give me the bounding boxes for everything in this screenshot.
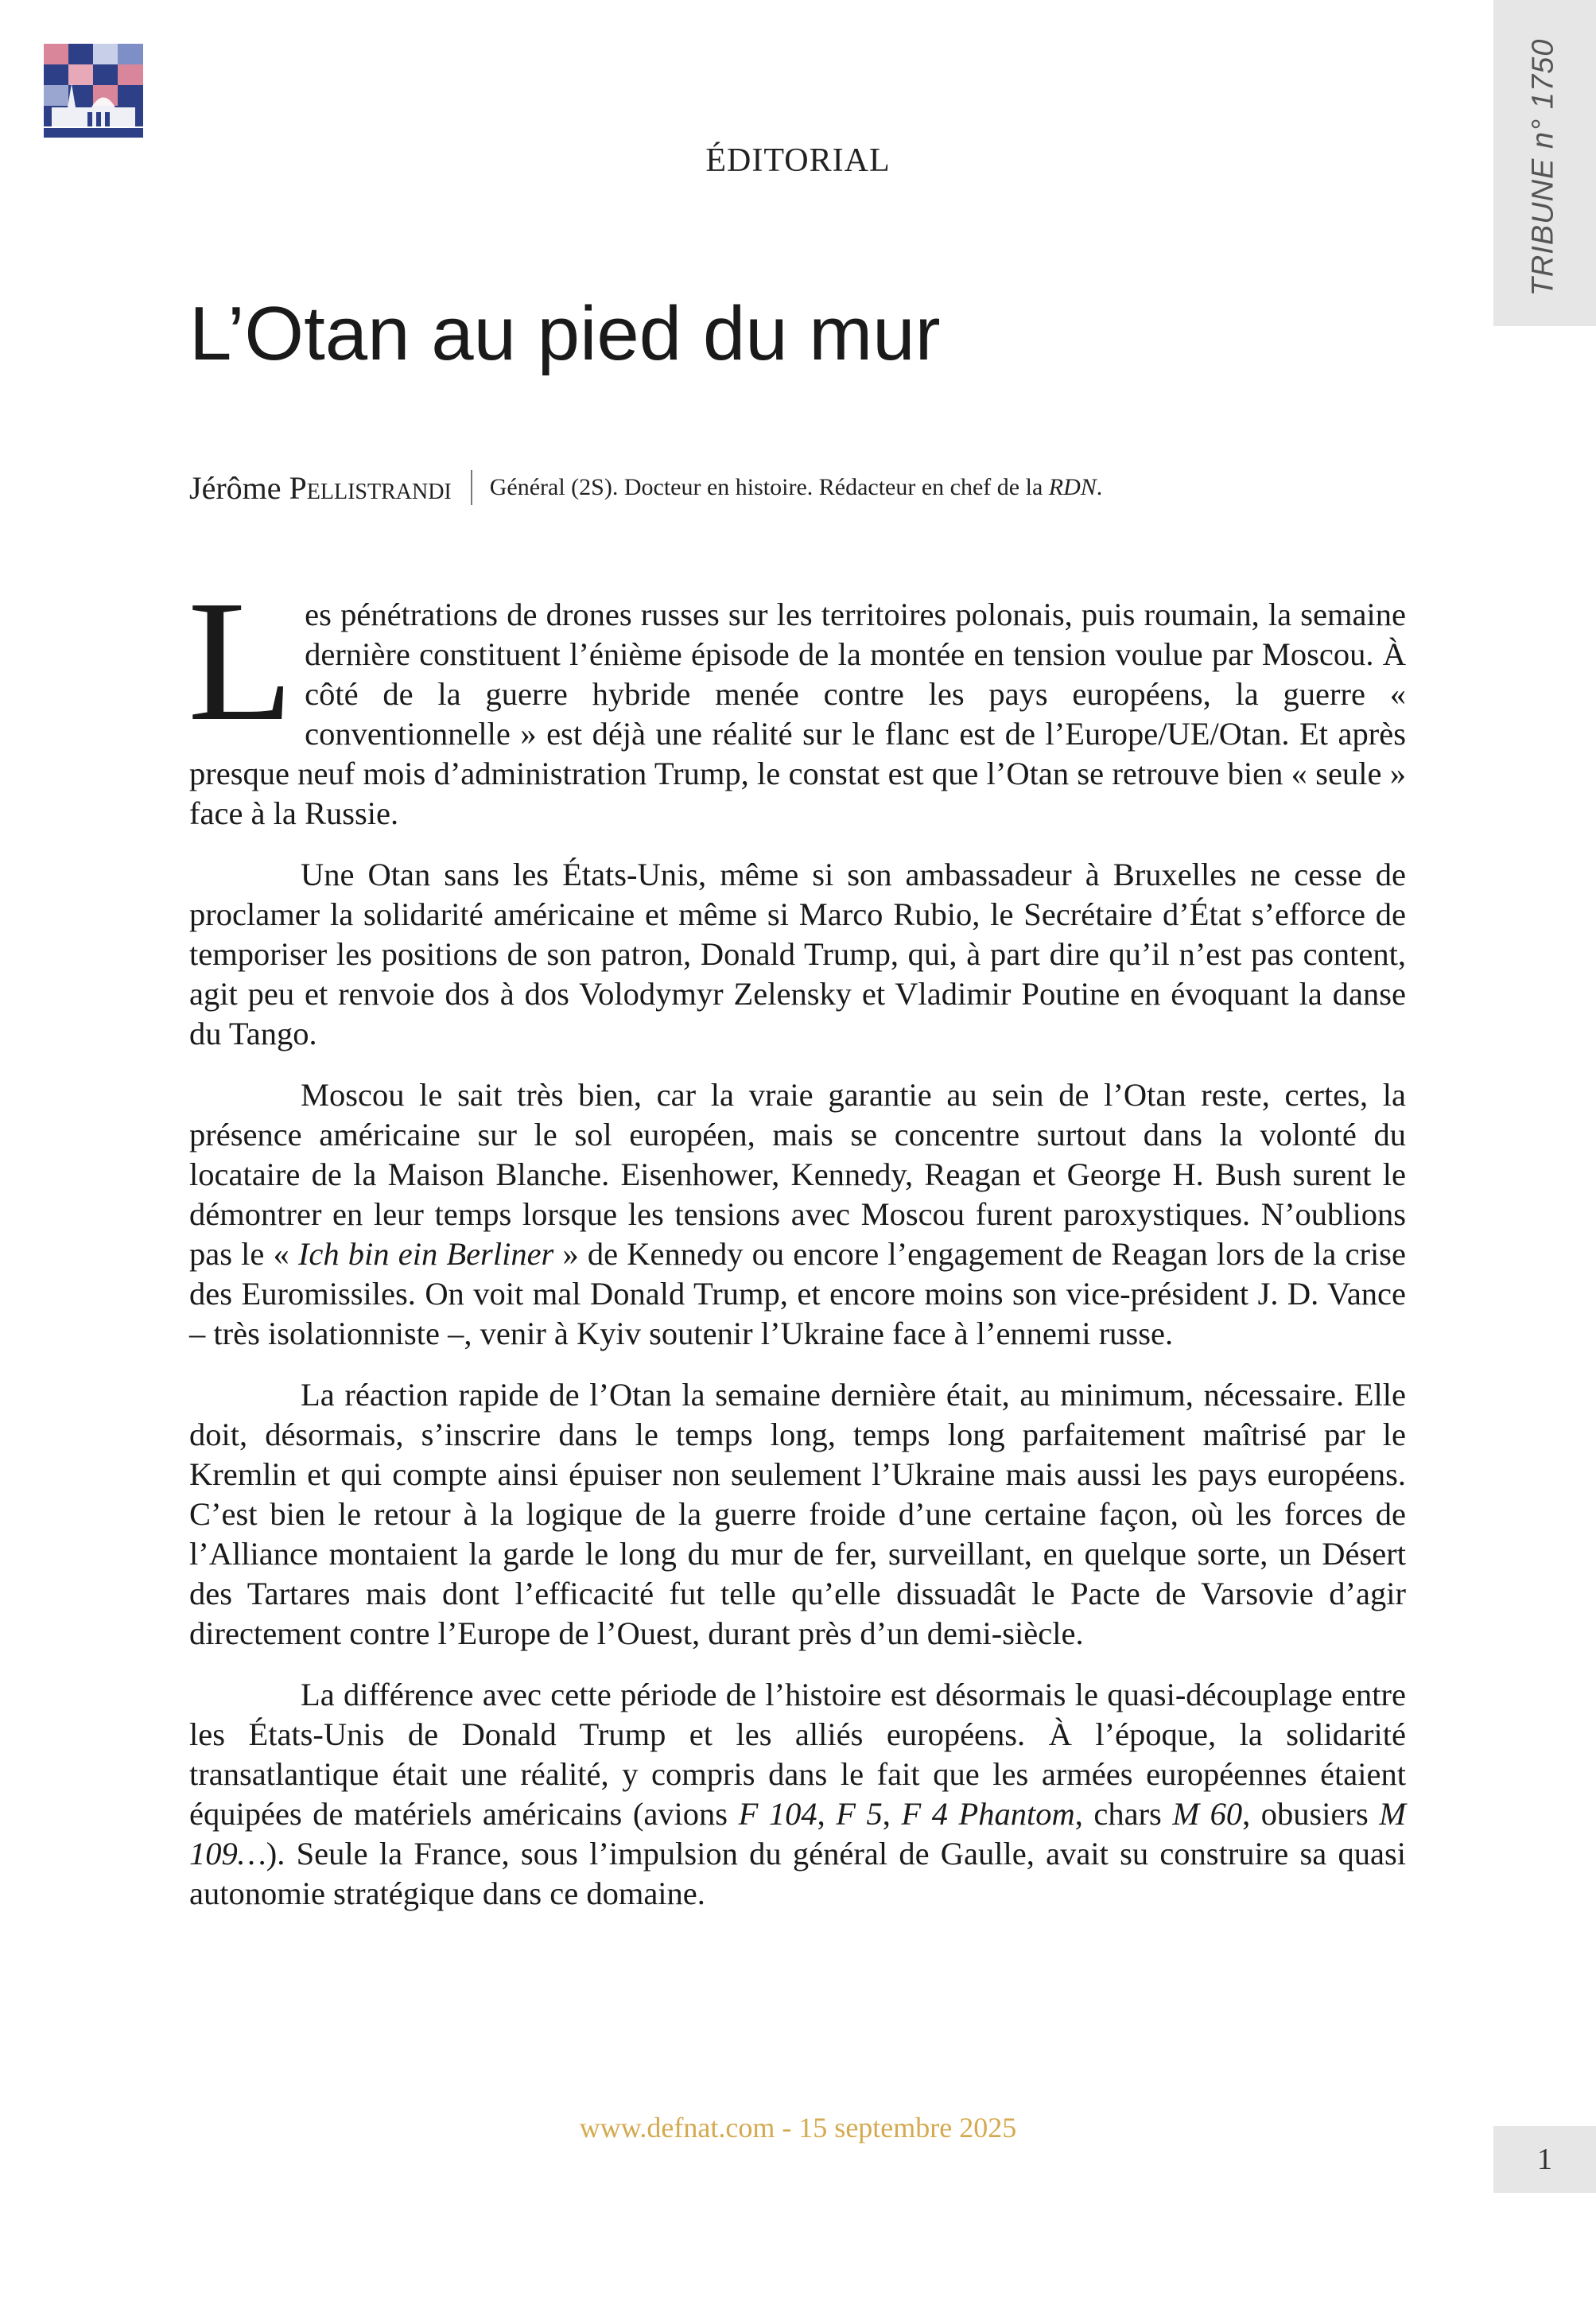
footer-url-date: www.defnat.com - 15 septembre 2025 (579, 2112, 1017, 2144)
paragraph-5-outro: ). Seule la France, sous l’impulsion du général de Gaulle, avait su construire sa quasi autonomie stratégique dans ce domaine. (189, 1836, 1406, 1911)
page-number: 1 (1493, 2126, 1596, 2193)
paragraph-3-part-2: » de Kennedy ou encore l’engagement de Reagan lors de la crise des Euromissiles. On voit mal Donald Trump, et encore moins son vice-président J. D. Vance – très isolationniste –, venir à Kyiv soutenir l’Ukraine face à l’ennemi russe. (189, 1236, 1407, 1351)
byline-divider (471, 470, 472, 505)
paragraph-3-quote: Ich bin ein Berliner (297, 1236, 554, 1272)
dropcap-letter: L (188, 566, 294, 757)
aircraft-f4: F 4 Phantom (901, 1796, 1075, 1832)
aircraft-f5: F 5 (836, 1796, 883, 1832)
author-bio (490, 474, 1103, 501)
paragraph-5-intro: La différence avec cette période de l’histoire est désormais le quasi-découplage entre les États-Unis de Donald Trump et les alliés européens. À l’époque, la solidarité transatlantique était une réalité, y compris dans le fait que les armées européennes étaient équipées de matériels américains (avions (189, 1677, 1406, 1832)
paragraph-1 (188, 566, 1406, 834)
paragraph-5 (189, 1675, 1406, 1914)
aircraft-f104: F 104 (738, 1796, 817, 1832)
paragraph-3 (189, 1075, 1406, 1354)
paragraph-2: Une Otan sans les États-Unis, même si son ambassadeur à Bruxelles ne cesse de proclamer la solidarité américaine et même si Marco Rubio, le Secrétaire d’État s’efforce de temporiser les positions de son patron, Donald Trump, qui, à part dire qu’il n’est pas content, agit peu et renvoie dos à dos Volodymyr Zelensky et Vladimir Poutine en évoquant la danse du Tango. (189, 857, 1406, 1051)
tank-m60: M 60 (1172, 1796, 1243, 1832)
author-last-name: Pellistrandi (289, 469, 452, 506)
rdn-publisher-logo-icon (44, 44, 143, 139)
rubric-label: ÉDITORIAL (705, 142, 891, 179)
separator-2: , (882, 1796, 902, 1832)
rdn-logo (44, 44, 143, 139)
author-bio-suffix: . (1096, 474, 1103, 500)
byline (189, 468, 1102, 507)
separator-1: , (817, 1796, 837, 1832)
obusiers-label: , obusiers (1242, 1796, 1380, 1832)
article-title: L’Otan au pied du mur (189, 291, 941, 376)
author-first-name: Jérôme (189, 469, 282, 506)
tribune-label: TRIBUNE n° 1750 (1526, 38, 1560, 296)
article-body (188, 566, 1407, 1935)
author-bio-prefix: Général (2S). Docteur en histoire. Rédacteur en chef de la (489, 474, 1049, 500)
paragraph-3-part-1: Moscou le sait très bien, car la vraie garantie au sein de l’Otan reste, certes, la présence américaine sur le sol européen, mais se concentre surtout dans la volonté du locataire de la Maison Blanche. Eisenhower, Kennedy, Reagan et George H. Bush surent le démontrer en leur temps lorsque les tensions avec Moscou furent paroxystiques. N’oublions pas le « (189, 1077, 1406, 1272)
paragraph-4: La réaction rapide de l’Otan la semaine dernière était, au minimum, nécessaire. Elle doit, désormais, s’inscrire dans le temps long, temps long parfaitement maîtrisé par le Kremlin et qui compte ainsi épuiser non seulement l’Ukraine mais aussi les pays européens. C’est bien le retour à la logique de la guerre froide d’une certaine façon, où les forces de l’Alliance montaient la garde le long du mur de fer, surveillant, en quelque sorte, un Désert des Tartares mais dont l’efficacité fut telle qu’elle dissuadât le Pacte de Varsovie d’agir directement contre l’Europe de l’Ouest, durant près d’un demi-siècle. (189, 1377, 1406, 1651)
chars-label: , chars (1074, 1796, 1173, 1832)
paragraph-1-text: es pénétrations de drones russes sur les territoires polonais, puis roumain, la semaine dernière constituent l’énième épisode de la montée en tension voulue par Moscou. À côté de la guerre hybride menée contre les pays européens, la guerre « conventionnelle » est déjà une réalité sur le flanc est de l’Europe/UE/Otan. Et après presque neuf mois d’administration Trump, le constat est que l’Otan se retrouve bien « seule » face à la Russie. (189, 597, 1406, 831)
author-bio-journal: RDN (1048, 474, 1097, 500)
howitzer-m109: M 109… (189, 1796, 1407, 1872)
